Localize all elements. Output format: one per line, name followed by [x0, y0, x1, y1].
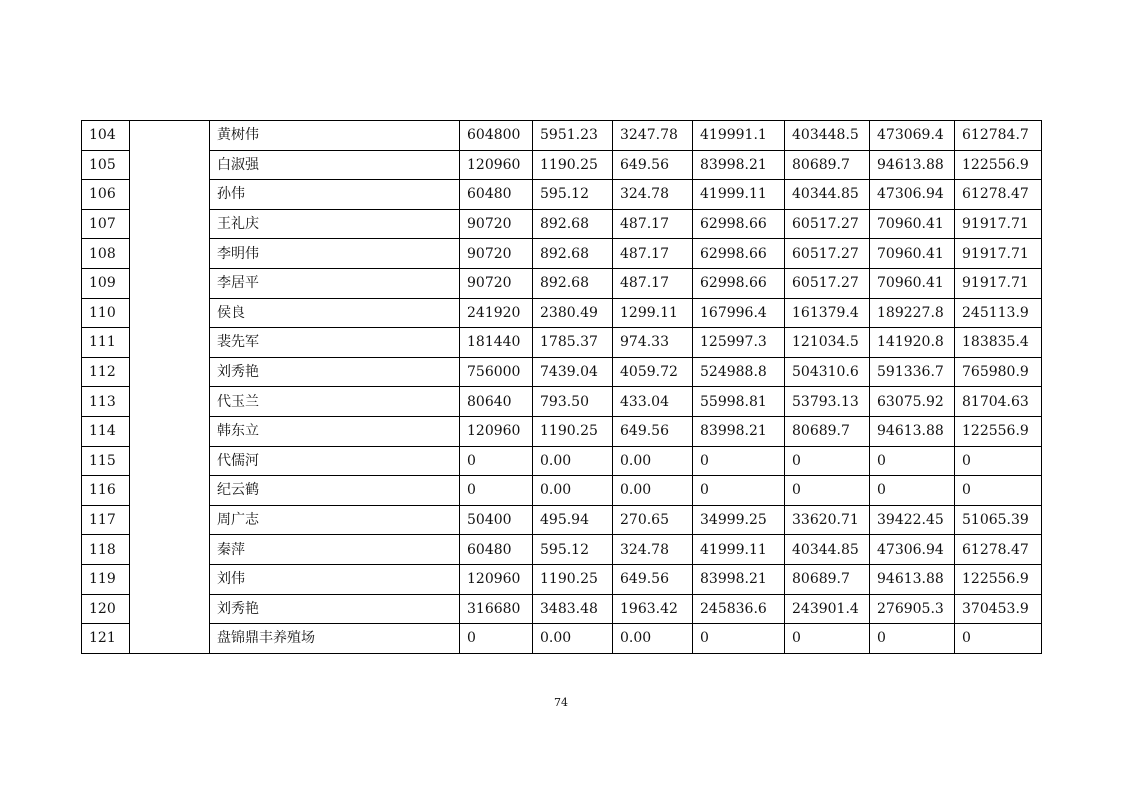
row-number-cell: 120 — [82, 594, 130, 624]
quantity-cell: 90720 — [460, 209, 533, 239]
amount-a-cell: 595.12 — [533, 180, 613, 210]
amount-d-cell: 161379.4 — [785, 298, 870, 328]
name-cell: 黄树伟 — [210, 121, 460, 151]
amount-f-cell: 245113.9 — [955, 298, 1042, 328]
amount-e-cell: 47306.94 — [870, 535, 955, 565]
table-row — [82, 298, 1042, 328]
row-number-cell: 117 — [82, 505, 130, 535]
amount-c-cell: 524988.8 — [693, 357, 785, 387]
name-cell: 裴先军 — [210, 328, 460, 358]
name-cell: 韩东立 — [210, 416, 460, 446]
amount-d-cell: 0 — [785, 476, 870, 506]
quantity-cell: 80640 — [460, 387, 533, 417]
amount-c-cell: 83998.21 — [693, 416, 785, 446]
amount-b-cell: 270.65 — [613, 505, 693, 535]
table-row — [82, 535, 1042, 565]
amount-e-cell: 0 — [870, 446, 955, 476]
amount-c-cell: 0 — [693, 446, 785, 476]
amount-c-cell: 62998.66 — [693, 209, 785, 239]
amount-c-cell: 41999.11 — [693, 180, 785, 210]
amount-e-cell: 63075.92 — [870, 387, 955, 417]
amount-d-cell: 40344.85 — [785, 535, 870, 565]
amount-f-cell: 61278.47 — [955, 535, 1042, 565]
amount-b-cell: 649.56 — [613, 564, 693, 594]
table-row — [82, 594, 1042, 624]
amount-e-cell: 189227.8 — [870, 298, 955, 328]
quantity-cell: 90720 — [460, 268, 533, 298]
table-row — [82, 239, 1042, 269]
amount-a-cell: 2380.49 — [533, 298, 613, 328]
table-row — [82, 446, 1042, 476]
amount-b-cell: 324.78 — [613, 180, 693, 210]
quantity-cell: 316680 — [460, 594, 533, 624]
amount-a-cell: 595.12 — [533, 535, 613, 565]
table-row — [82, 357, 1042, 387]
amount-b-cell: 0.00 — [613, 446, 693, 476]
table-row — [82, 328, 1042, 358]
amount-f-cell: 91917.71 — [955, 268, 1042, 298]
table-row — [82, 564, 1042, 594]
amount-c-cell: 0 — [693, 476, 785, 506]
amount-c-cell: 41999.11 — [693, 535, 785, 565]
quantity-cell: 0 — [460, 446, 533, 476]
amount-e-cell: 94613.88 — [870, 416, 955, 446]
amount-d-cell: 80689.7 — [785, 150, 870, 180]
name-cell: 李居平 — [210, 268, 460, 298]
quantity-cell: 0 — [460, 624, 533, 654]
name-cell: 王礼庆 — [210, 209, 460, 239]
amount-a-cell: 793.50 — [533, 387, 613, 417]
name-cell: 秦萍 — [210, 535, 460, 565]
amount-d-cell: 60517.27 — [785, 268, 870, 298]
quantity-cell: 60480 — [460, 535, 533, 565]
amount-b-cell: 0.00 — [613, 476, 693, 506]
amount-b-cell: 487.17 — [613, 209, 693, 239]
amount-f-cell: 91917.71 — [955, 239, 1042, 269]
quantity-cell: 60480 — [460, 180, 533, 210]
amount-a-cell: 1190.25 — [533, 416, 613, 446]
table-row — [82, 387, 1042, 417]
amount-a-cell: 0.00 — [533, 476, 613, 506]
amount-a-cell: 0.00 — [533, 446, 613, 476]
amount-e-cell: 47306.94 — [870, 180, 955, 210]
row-number-cell: 116 — [82, 476, 130, 506]
amount-b-cell: 433.04 — [613, 387, 693, 417]
row-number-cell: 107 — [82, 209, 130, 239]
row-number-cell: 119 — [82, 564, 130, 594]
table-row — [82, 268, 1042, 298]
row-number-cell: 113 — [82, 387, 130, 417]
amount-f-cell: 122556.9 — [955, 150, 1042, 180]
amount-e-cell: 70960.41 — [870, 239, 955, 269]
amount-e-cell: 94613.88 — [870, 564, 955, 594]
amount-d-cell: 121034.5 — [785, 328, 870, 358]
amount-b-cell: 1299.11 — [613, 298, 693, 328]
name-cell: 李明伟 — [210, 239, 460, 269]
amount-a-cell: 1785.37 — [533, 328, 613, 358]
amount-d-cell: 80689.7 — [785, 416, 870, 446]
table-row — [82, 121, 1042, 151]
quantity-cell: 90720 — [460, 239, 533, 269]
table-row — [82, 209, 1042, 239]
amount-f-cell: 183835.4 — [955, 328, 1042, 358]
amount-c-cell: 245836.6 — [693, 594, 785, 624]
row-number-cell: 104 — [82, 121, 130, 151]
amount-b-cell: 649.56 — [613, 416, 693, 446]
amount-c-cell: 62998.66 — [693, 239, 785, 269]
merged-blank-cell — [130, 121, 210, 654]
table-row — [82, 180, 1042, 210]
row-number-cell: 111 — [82, 328, 130, 358]
quantity-cell: 756000 — [460, 357, 533, 387]
quantity-cell: 181440 — [460, 328, 533, 358]
amount-e-cell: 39422.45 — [870, 505, 955, 535]
amount-b-cell: 487.17 — [613, 239, 693, 269]
amount-f-cell: 612784.7 — [955, 121, 1042, 151]
quantity-cell: 120960 — [460, 564, 533, 594]
row-number-cell: 105 — [82, 150, 130, 180]
amount-d-cell: 53793.13 — [785, 387, 870, 417]
amount-d-cell: 80689.7 — [785, 564, 870, 594]
amount-f-cell: 61278.47 — [955, 180, 1042, 210]
amount-a-cell: 1190.25 — [533, 564, 613, 594]
amount-d-cell: 0 — [785, 624, 870, 654]
name-cell: 刘伟 — [210, 564, 460, 594]
name-cell: 白淑强 — [210, 150, 460, 180]
amount-a-cell: 1190.25 — [533, 150, 613, 180]
name-cell: 代玉兰 — [210, 387, 460, 417]
amount-a-cell: 892.68 — [533, 239, 613, 269]
amount-c-cell: 83998.21 — [693, 564, 785, 594]
table-row — [82, 476, 1042, 506]
amount-b-cell: 3247.78 — [613, 121, 693, 151]
amount-c-cell: 125997.3 — [693, 328, 785, 358]
amount-d-cell: 0 — [785, 446, 870, 476]
amount-b-cell: 0.00 — [613, 624, 693, 654]
amount-c-cell: 167996.4 — [693, 298, 785, 328]
table-row — [82, 150, 1042, 180]
table-body — [82, 121, 1042, 654]
row-number-cell: 114 — [82, 416, 130, 446]
amount-f-cell: 370453.9 — [955, 594, 1042, 624]
amount-b-cell: 324.78 — [613, 535, 693, 565]
name-cell: 刘秀艳 — [210, 357, 460, 387]
amount-f-cell: 51065.39 — [955, 505, 1042, 535]
amount-b-cell: 487.17 — [613, 268, 693, 298]
row-number-cell: 108 — [82, 239, 130, 269]
row-number-cell: 109 — [82, 268, 130, 298]
amount-a-cell: 892.68 — [533, 209, 613, 239]
name-cell: 刘秀艳 — [210, 594, 460, 624]
amount-e-cell: 141920.8 — [870, 328, 955, 358]
data-table — [81, 120, 1042, 654]
row-number-cell: 106 — [82, 180, 130, 210]
amount-c-cell: 62998.66 — [693, 268, 785, 298]
name-cell: 盘锦鼎丰养殖场 — [210, 624, 460, 654]
amount-f-cell: 0 — [955, 446, 1042, 476]
amount-c-cell: 83998.21 — [693, 150, 785, 180]
amount-d-cell: 60517.27 — [785, 239, 870, 269]
amount-e-cell: 473069.4 — [870, 121, 955, 151]
amount-c-cell: 419991.1 — [693, 121, 785, 151]
amount-a-cell: 0.00 — [533, 624, 613, 654]
quantity-cell: 120960 — [460, 416, 533, 446]
row-number-cell: 112 — [82, 357, 130, 387]
amount-f-cell: 81704.63 — [955, 387, 1042, 417]
amount-d-cell: 33620.71 — [785, 505, 870, 535]
amount-d-cell: 40344.85 — [785, 180, 870, 210]
name-cell: 周广志 — [210, 505, 460, 535]
amount-e-cell: 0 — [870, 476, 955, 506]
amount-c-cell: 0 — [693, 624, 785, 654]
amount-d-cell: 243901.4 — [785, 594, 870, 624]
name-cell: 孙伟 — [210, 180, 460, 210]
amount-f-cell: 765980.9 — [955, 357, 1042, 387]
name-cell: 纪云鹤 — [210, 476, 460, 506]
table-row — [82, 505, 1042, 535]
amount-f-cell: 91917.71 — [955, 209, 1042, 239]
page-number: 74 — [554, 696, 568, 709]
amount-f-cell: 0 — [955, 624, 1042, 654]
quantity-cell: 120960 — [460, 150, 533, 180]
quantity-cell: 604800 — [460, 121, 533, 151]
table-row — [82, 416, 1042, 446]
amount-b-cell: 4059.72 — [613, 357, 693, 387]
amount-c-cell: 55998.81 — [693, 387, 785, 417]
amount-a-cell: 892.68 — [533, 268, 613, 298]
amount-e-cell: 94613.88 — [870, 150, 955, 180]
amount-d-cell: 60517.27 — [785, 209, 870, 239]
amount-f-cell: 0 — [955, 476, 1042, 506]
quantity-cell: 0 — [460, 476, 533, 506]
quantity-cell: 241920 — [460, 298, 533, 328]
row-number-cell: 118 — [82, 535, 130, 565]
amount-c-cell: 34999.25 — [693, 505, 785, 535]
amount-a-cell: 5951.23 — [533, 121, 613, 151]
amount-f-cell: 122556.9 — [955, 416, 1042, 446]
name-cell: 代儒河 — [210, 446, 460, 476]
amount-f-cell: 122556.9 — [955, 564, 1042, 594]
quantity-cell: 50400 — [460, 505, 533, 535]
table-row — [82, 624, 1042, 654]
amount-b-cell: 974.33 — [613, 328, 693, 358]
amount-e-cell: 0 — [870, 624, 955, 654]
amount-a-cell: 7439.04 — [533, 357, 613, 387]
name-cell: 侯良 — [210, 298, 460, 328]
amount-d-cell: 403448.5 — [785, 121, 870, 151]
row-number-cell: 115 — [82, 446, 130, 476]
amount-e-cell: 591336.7 — [870, 357, 955, 387]
amount-d-cell: 504310.6 — [785, 357, 870, 387]
amount-e-cell: 70960.41 — [870, 268, 955, 298]
amount-b-cell: 649.56 — [613, 150, 693, 180]
amount-b-cell: 1963.42 — [613, 594, 693, 624]
amount-e-cell: 276905.3 — [870, 594, 955, 624]
amount-a-cell: 3483.48 — [533, 594, 613, 624]
row-number-cell: 110 — [82, 298, 130, 328]
amount-a-cell: 495.94 — [533, 505, 613, 535]
row-number-cell: 121 — [82, 624, 130, 654]
amount-e-cell: 70960.41 — [870, 209, 955, 239]
